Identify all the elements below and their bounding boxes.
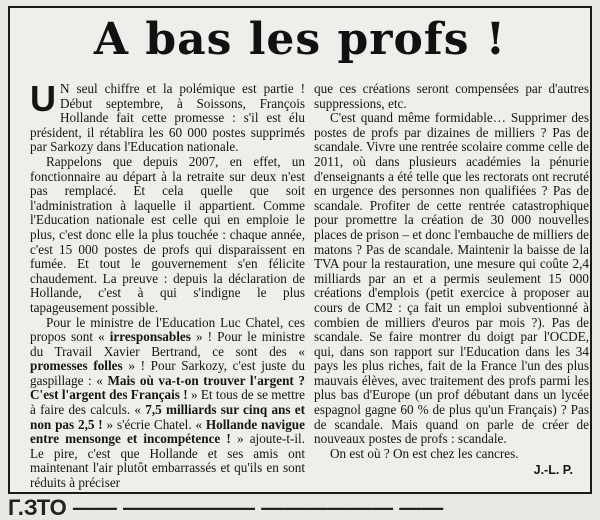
paragraph-2: Rappelons que depuis 2007, en effet, un fonctionnaire au départ à la retraite sur deux n'est pas remplacé. Et cela quelle que soit l'administration à laquelle il appartient. Comme l'Education nationale est celle qui en emploie le plus, c'est donc elle la plus touchée : chaque année, c'est 15 000 postes de profs qui disparaissent en fumée. Et tout le gouvernement s'en félicite chaudement. La preuve : depuis la déclaration de Hollande, c'est à qui s'indigne le plus tapageusement possible. — [30, 153, 305, 315]
paragraph-4: C'est quand même formidable… Supprimer des postes de profs par dizaines de milliers ? Pas de scandale. Vivre une rentrée scolaire comme celle de 2011, où dans plusieurs académies la pénurie d'enseignants a été telle que les rectorats ont recruté en urgence des personnes non qualifiées ? Pas de scandale. Profiter de cette rentrée catastrophique pour promettre la création de 30 000 nouvelles places de prison – et donc l'embauche de milliers de matons ? Pas de scandale. Maintenir la baisse de la TVA pour la restauration, une mesure qui coûte 2,4 milliards par an et a permis seulement 15 000 créations d'emplois (petit exercice à proposer au cours de CM2 : ça fait un emploi subventionné à combien de milliers d'euros par mois ?). Pas de scandale. Se faire montrer du doigt par l'OCDE, qui, dans son rapport sur l'Education dans les 34 pays les plus riches, fait de la France l'un des plus mauvais élèves, avec traitement des profs parmi les plus bas d'Europe (un prof débutant dans un lycée espagnol gagne 60 % de plus qu'un Français) ? Pas de scandale. Mais quand on parle de créer de nouveaux postes de profs : scandale. — [314, 110, 589, 447]
p3-text-e: » s'écrie Chatel. « — [106, 416, 203, 432]
quote-promesses-folles: promesses folles — [30, 358, 129, 374]
next-article-strip: Г.ЗТО —— —————— —————— —— — [8, 495, 444, 520]
p3-text-f: » ajoute-t-il. Le pire, c'est que Hollande et ses amis ont maintenant l'air plutôt embarrassés et qu'ils en sont réduits à préciser — [30, 431, 305, 491]
p3-text-a: Pour le ministre de l'Education Luc Chatel, ces propos sont « — [30, 314, 305, 345]
quote-irresponsables: irresponsables — [104, 329, 196, 345]
paragraph-3 — [30, 316, 305, 491]
paragraph-5: On est où ? On est chez les cancres. — [330, 445, 519, 461]
p3-text-b: » ! Pour le ministre du Travail Xavier Bertrand, ce sont des « — [30, 329, 305, 359]
right-column — [314, 82, 589, 478]
paragraph-1 — [30, 78, 305, 155]
p3-text-c: » ! Pour Sarkozy, c'est juste du gaspillage : « — [30, 358, 305, 388]
article-frame — [8, 6, 592, 494]
drop-cap: U — [30, 78, 56, 119]
paragraph-1-text: N seul chiffre et la polémique est partie ! Début septembre, à Soissons, François Hollande fait cette promesse : s'il est élu président, il rétablira les 60 000 postes supprimés par Sarkozy dans l'Education nationale. — [30, 81, 305, 155]
signature: J.-L. P. — [533, 463, 573, 478]
quote-argent: Mais où va-t-on trouver l'argent ? C'est l'argent des Français ! — [30, 372, 305, 403]
quote-milliards: 7,5 milliards sur cinq ans et non pas 2,5 ! — [30, 402, 305, 432]
quote-hollande: Hollande navigue entre mensonge et incompétence ! — [30, 416, 305, 447]
paragraph-continued: que ces créations seront compensées par d'autres suppressions, etc. — [314, 81, 589, 111]
p3-text-d: » Et tous de se mettre à faire des calculs. « — [30, 387, 305, 418]
headline: A bas les profs ! — [93, 14, 507, 65]
left-column — [30, 78, 305, 491]
